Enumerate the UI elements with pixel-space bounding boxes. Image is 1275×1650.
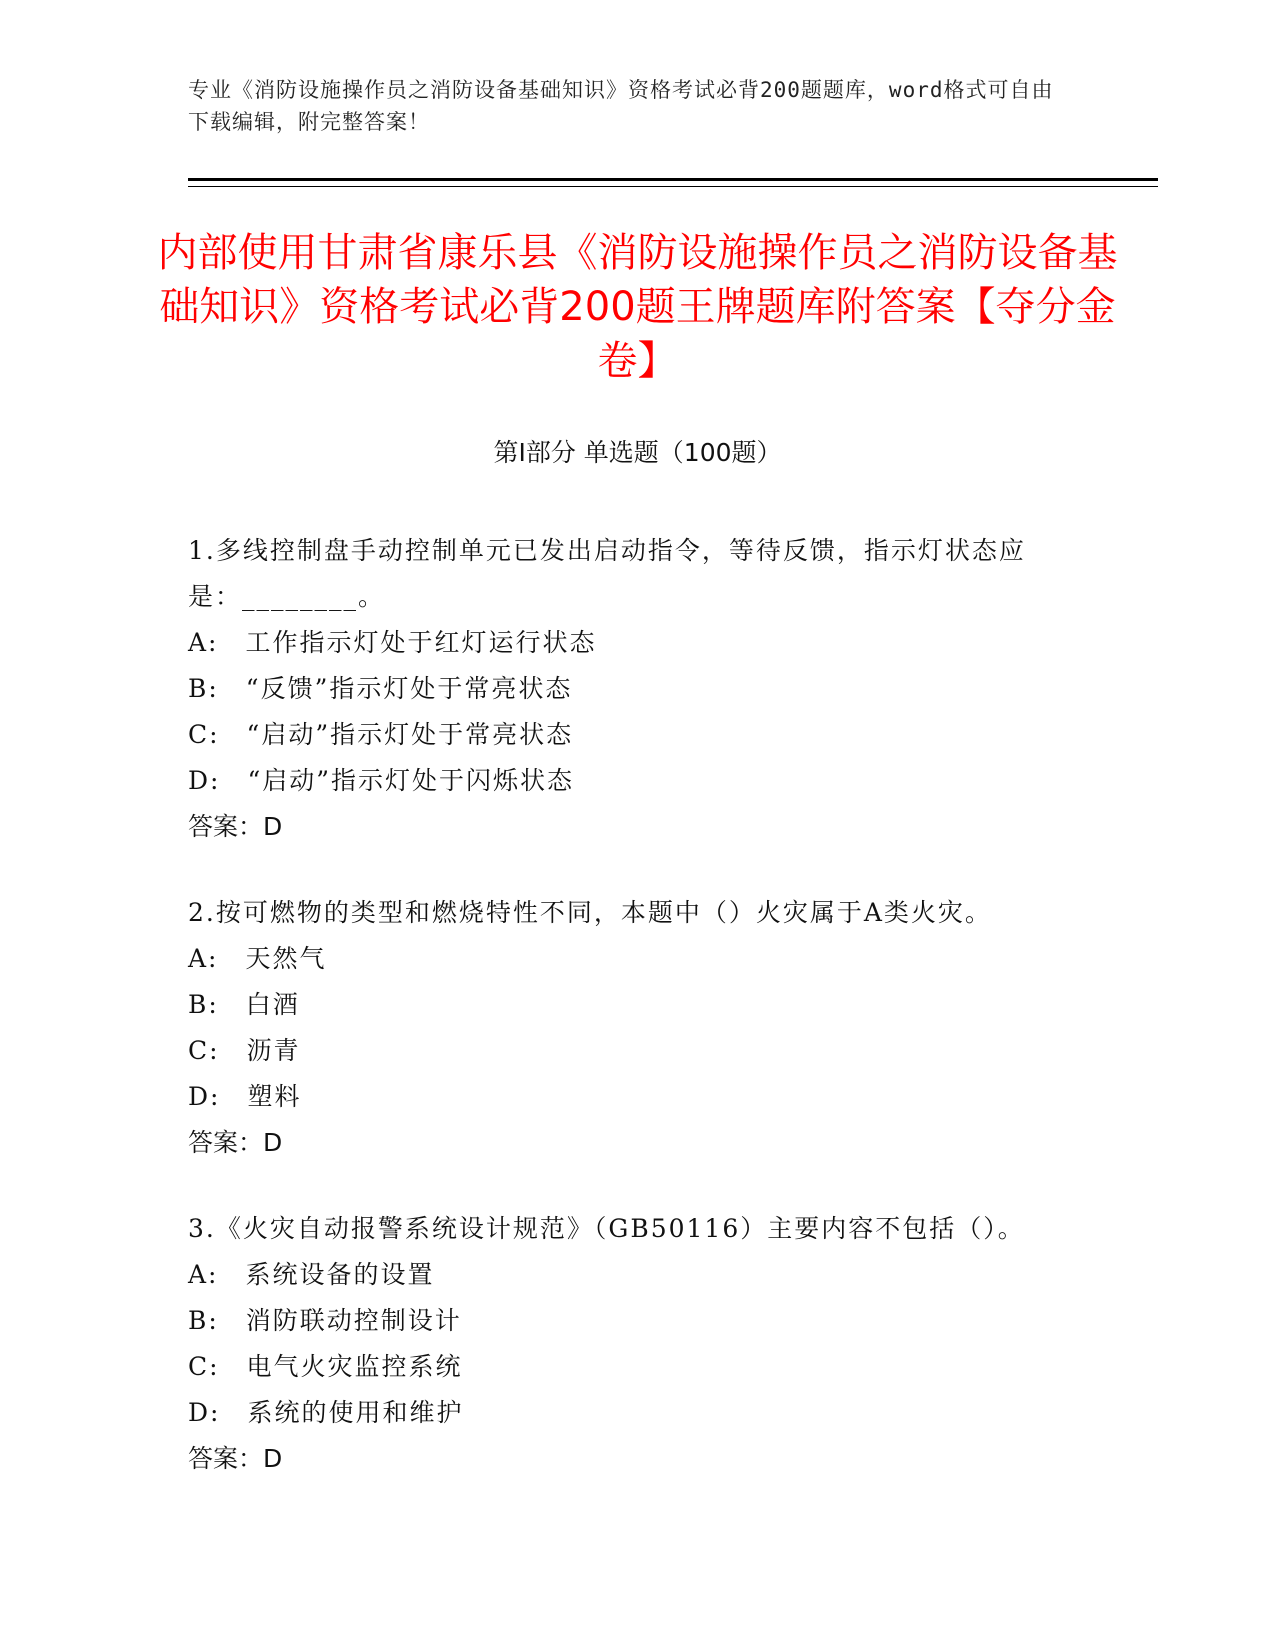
option-c: C: “启动”指示灯处于常亮状态 [188,720,574,749]
header-divider-thick [188,178,1158,181]
answer-line: 答案：D [188,812,283,841]
option-d: D: 塑料 [188,1082,302,1111]
option-d: D: “启动”指示灯处于闪烁状态 [188,766,575,795]
question-stem: 1.多线控制盘手动控制单元已发出启动指令，等待反馈，指示灯状态应是：________。 [188,536,1026,611]
question-item-2 [188,890,1068,1166]
header-divider-thin [188,186,1158,187]
question-item-3 [188,1206,1068,1482]
option-b: B: 消防联动控制设计 [188,1306,462,1335]
option-c: C: 沥青 [188,1036,301,1065]
option-c: C: 电气火灾监控系统 [188,1352,463,1381]
question-item-1 [188,528,1068,850]
question-list [188,528,1068,1522]
option-b: B: 白酒 [188,990,300,1019]
section-heading: 第Ⅰ部分 单选题（100题） [493,438,782,467]
option-a: A: 系统设备的设置 [188,1260,435,1289]
document-title: 内部使用甘肃省康乐县《消防设施操作员之消防设备基础知识》资格考试必背200题王牌题库附答案【夺分金卷】 [157,230,1118,384]
option-d: D: 系统的使用和维护 [188,1398,464,1427]
option-a: A: 工作指示灯处于红灯运行状态 [188,628,597,657]
question-stem: 2.按可燃物的类型和燃烧特性不同，本题中（）火灾属于A类火灾。 [188,898,992,927]
question-stem: 3.《火灾自动报警系统设计规范》（GB50116）主要内容不包括（）。 [188,1214,1025,1243]
answer-line: 答案：D [188,1128,283,1157]
option-b: B: “反馈”指示灯处于常亮状态 [188,674,573,703]
header-note: 专业《消防设施操作员之消防设备基础知识》资格考试必背200题题库，word格式可自由下载编辑，附完整答案！ [188,78,1054,134]
option-a: A: 天然气 [188,944,327,973]
answer-line: 答案：D [188,1444,283,1473]
